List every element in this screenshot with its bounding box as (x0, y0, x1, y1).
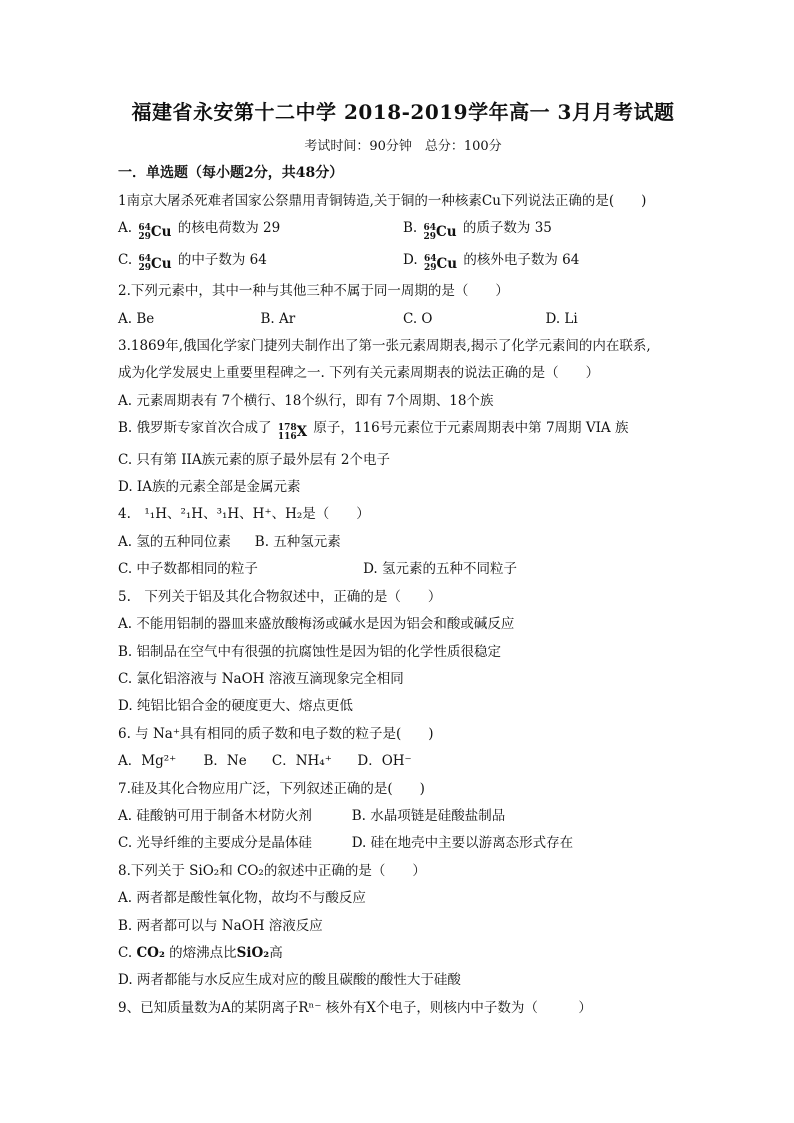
question-4-option-b: B. 五种氢元素 (254, 533, 341, 550)
question-1-option-b (403, 215, 688, 246)
question-2-option-d: D. Li (545, 310, 578, 327)
question-6-option-b: B．Ne (203, 753, 247, 770)
question-2-options (118, 306, 688, 333)
option-c-prefix: C. (118, 251, 133, 268)
question-5-option-d: D. 纯铝比铝合金的硬度更大、熔点更低 (118, 698, 353, 715)
nuclide-symbol: X (296, 424, 308, 441)
question-7-option-a: A. 硅酸钠可用于制备木材防火剂 (118, 807, 312, 824)
question-2-stem: 2.下列元素中，其中一种与其他三种不属于同一周期的是（ ） (118, 283, 509, 300)
question-2-option-c: C. O (403, 310, 433, 327)
question-1-stem: 1南京大屠杀死难者国家公祭鼎用青铜铸造,关于铜的一种核素Cu下列说法正确的是( ) (118, 193, 647, 209)
question-1-option-d (403, 247, 688, 278)
question-5-stem: 5. 下列关于铝及其化合物叙述中，正确的是（ ） (118, 588, 442, 605)
nuclide-atomic: 29 (138, 231, 151, 242)
question-8-stem: 8.下列关于 SiO₂和 CO₂的叙述中正确的是（ ） (118, 862, 426, 879)
nuclide-cu (138, 219, 171, 246)
question-7-options-row2 (118, 830, 688, 857)
option-c-text: 的中子数为 64 (177, 251, 267, 268)
question-3-option-d: D. IA族的元素全部是金属元素 (118, 479, 301, 496)
question-4-options-row1 (118, 529, 688, 556)
nuclide-symbol: Cu (436, 224, 457, 241)
option-a-prefix: A. (118, 220, 133, 237)
formula-co2: CO₂ (136, 944, 165, 961)
option-a-text: 的核电荷数为 29 (177, 220, 281, 237)
nuclide-symbol: Cu (436, 255, 458, 272)
option-b-text: 的质子数为 35 (462, 220, 552, 237)
question-5-option-c: C. 氯化铝溶液与 NaOH 溶液互滴现象完全相同 (118, 670, 404, 687)
option-d-text: 的核外电子数为 64 (463, 251, 580, 268)
nuclide-mass: 64 (138, 254, 151, 265)
question-7-option-b: B. 水晶项链是硅酸盐制品 (351, 807, 506, 824)
question-7-options-row1 (118, 803, 688, 830)
formula-sio2: SiO₂ (236, 944, 270, 961)
question-4-stem: 4. ¹₁H、²₁H、³₁H、H⁺、H₂是（ ） (118, 506, 370, 523)
question-9-stem: 9、已知质量数为A的某阴离子Rⁿ⁻ 核外有X个电子，则核内中子数为（ ） (118, 999, 592, 1016)
question-5-option-b: B. 铝制品在空气中有很强的抗腐蚀性是因为铝的化学性质很稳定 (118, 643, 502, 660)
option-c-post: 高 (269, 944, 283, 961)
question-4-option-d: D. 氢元素的五种不同粒子 (363, 561, 518, 578)
question-8-option-b: B. 两者都可以与 NaOH 溶液反应 (118, 917, 323, 934)
question-4-option-c: C. 中子数都相同的粒子 (118, 561, 258, 578)
question-6-option-a: A．Mg²⁺ (118, 753, 177, 770)
nuclide-cu (138, 251, 171, 278)
section-heading: 一．单选题（每小题2分，共48分） (118, 165, 344, 181)
option-c-prefix: C. (118, 944, 133, 961)
question-5-option-a: A. 不能用铝制的器皿来盛放酸梅汤或碱水是因为铝会和酸或碱反应 (118, 616, 515, 633)
question-7-option-c: C. 光导纤维的主要成分是晶体硅 (118, 835, 312, 852)
question-3-option-c: C. 只有第 IIA族元素的原子最外层有 2个电子 (118, 451, 391, 468)
nuclide-atomic: 116 (277, 431, 297, 442)
question-6-option-c: C．NH₄⁺ (271, 753, 332, 770)
option-b-post: 原子，116号元素位于元素周期表中第 7周期 VIA 族 (313, 420, 629, 437)
option-c-mid: 的熔沸点比 (169, 944, 237, 961)
nuclide-mass: 64 (138, 222, 151, 233)
question-3-stem-line1: 3.1869年,俄国化学家门捷列夫制作出了第一张元素周期表,揭示了化学元素间的内在联系, (118, 338, 651, 355)
question-1-options-row2 (118, 247, 688, 278)
question-2-option-a: A. Be (118, 310, 155, 327)
nuclide-mass: 64 (423, 254, 437, 265)
exam-title: 福建省永安第十二中学 2018-2019学年高一 3月月考试题 (131, 100, 675, 124)
nuclide-cu (424, 251, 457, 278)
nuclide-symbol: Cu (150, 255, 172, 272)
question-6-option-d: D．OH⁻ (357, 753, 412, 770)
option-b-prefix: B. (403, 220, 418, 237)
nuclide-x (278, 419, 307, 446)
question-1-options-row1 (118, 215, 688, 246)
option-b-pre: B. 俄罗斯专家首次合成了 (118, 420, 272, 437)
option-d-prefix: D. (403, 251, 418, 268)
nuclide-atomic: 29 (423, 231, 437, 242)
question-2-option-b: B. Ar (260, 310, 296, 327)
question-4-option-a: A. 氢的五种同位素 (118, 533, 231, 550)
question-8-option-d: D. 两者都能与水反应生成对应的酸且碳酸的酸性大于硅酸 (118, 972, 461, 989)
question-7-stem: 7.硅及其化合物应用广泛，下列叙述正确的是( ) (118, 780, 425, 797)
nuclide-atomic: 29 (138, 263, 151, 274)
question-3-stem-line2: 成为化学发展史上重要里程碑之一. 下列有关元素周期表的说法正确的是（ ） (118, 365, 600, 382)
question-8-option-c (118, 940, 688, 967)
question-3-option-b (118, 415, 688, 446)
question-8-option-a: A. 两者都是酸性氧化物，故均不与酸反应 (118, 890, 366, 907)
question-1-option-a (118, 215, 403, 246)
question-4-options-row2 (118, 556, 688, 583)
question-6-stem: 6. 与 Na⁺具有相同的质子数和电子数的粒子是( ) (118, 725, 434, 742)
nuclide-atomic: 29 (423, 263, 437, 274)
question-7-option-d: D. 硅在地壳中主要以游离态形式存在 (351, 835, 574, 852)
question-6-options (118, 748, 688, 775)
nuclide-mass: 64 (423, 222, 437, 233)
nuclide-mass: 178 (277, 422, 297, 433)
exam-page (118, 96, 688, 1022)
exam-subtitle: 考试时间：90分钟 总分：100分 (304, 139, 502, 154)
question-3-option-a: A. 元素周期表有 7个横行、18个纵行，即有 7个周期、18个族 (118, 392, 494, 409)
nuclide-symbol: Cu (150, 224, 172, 241)
nuclide-cu (424, 219, 457, 246)
question-1-option-c (118, 247, 403, 278)
